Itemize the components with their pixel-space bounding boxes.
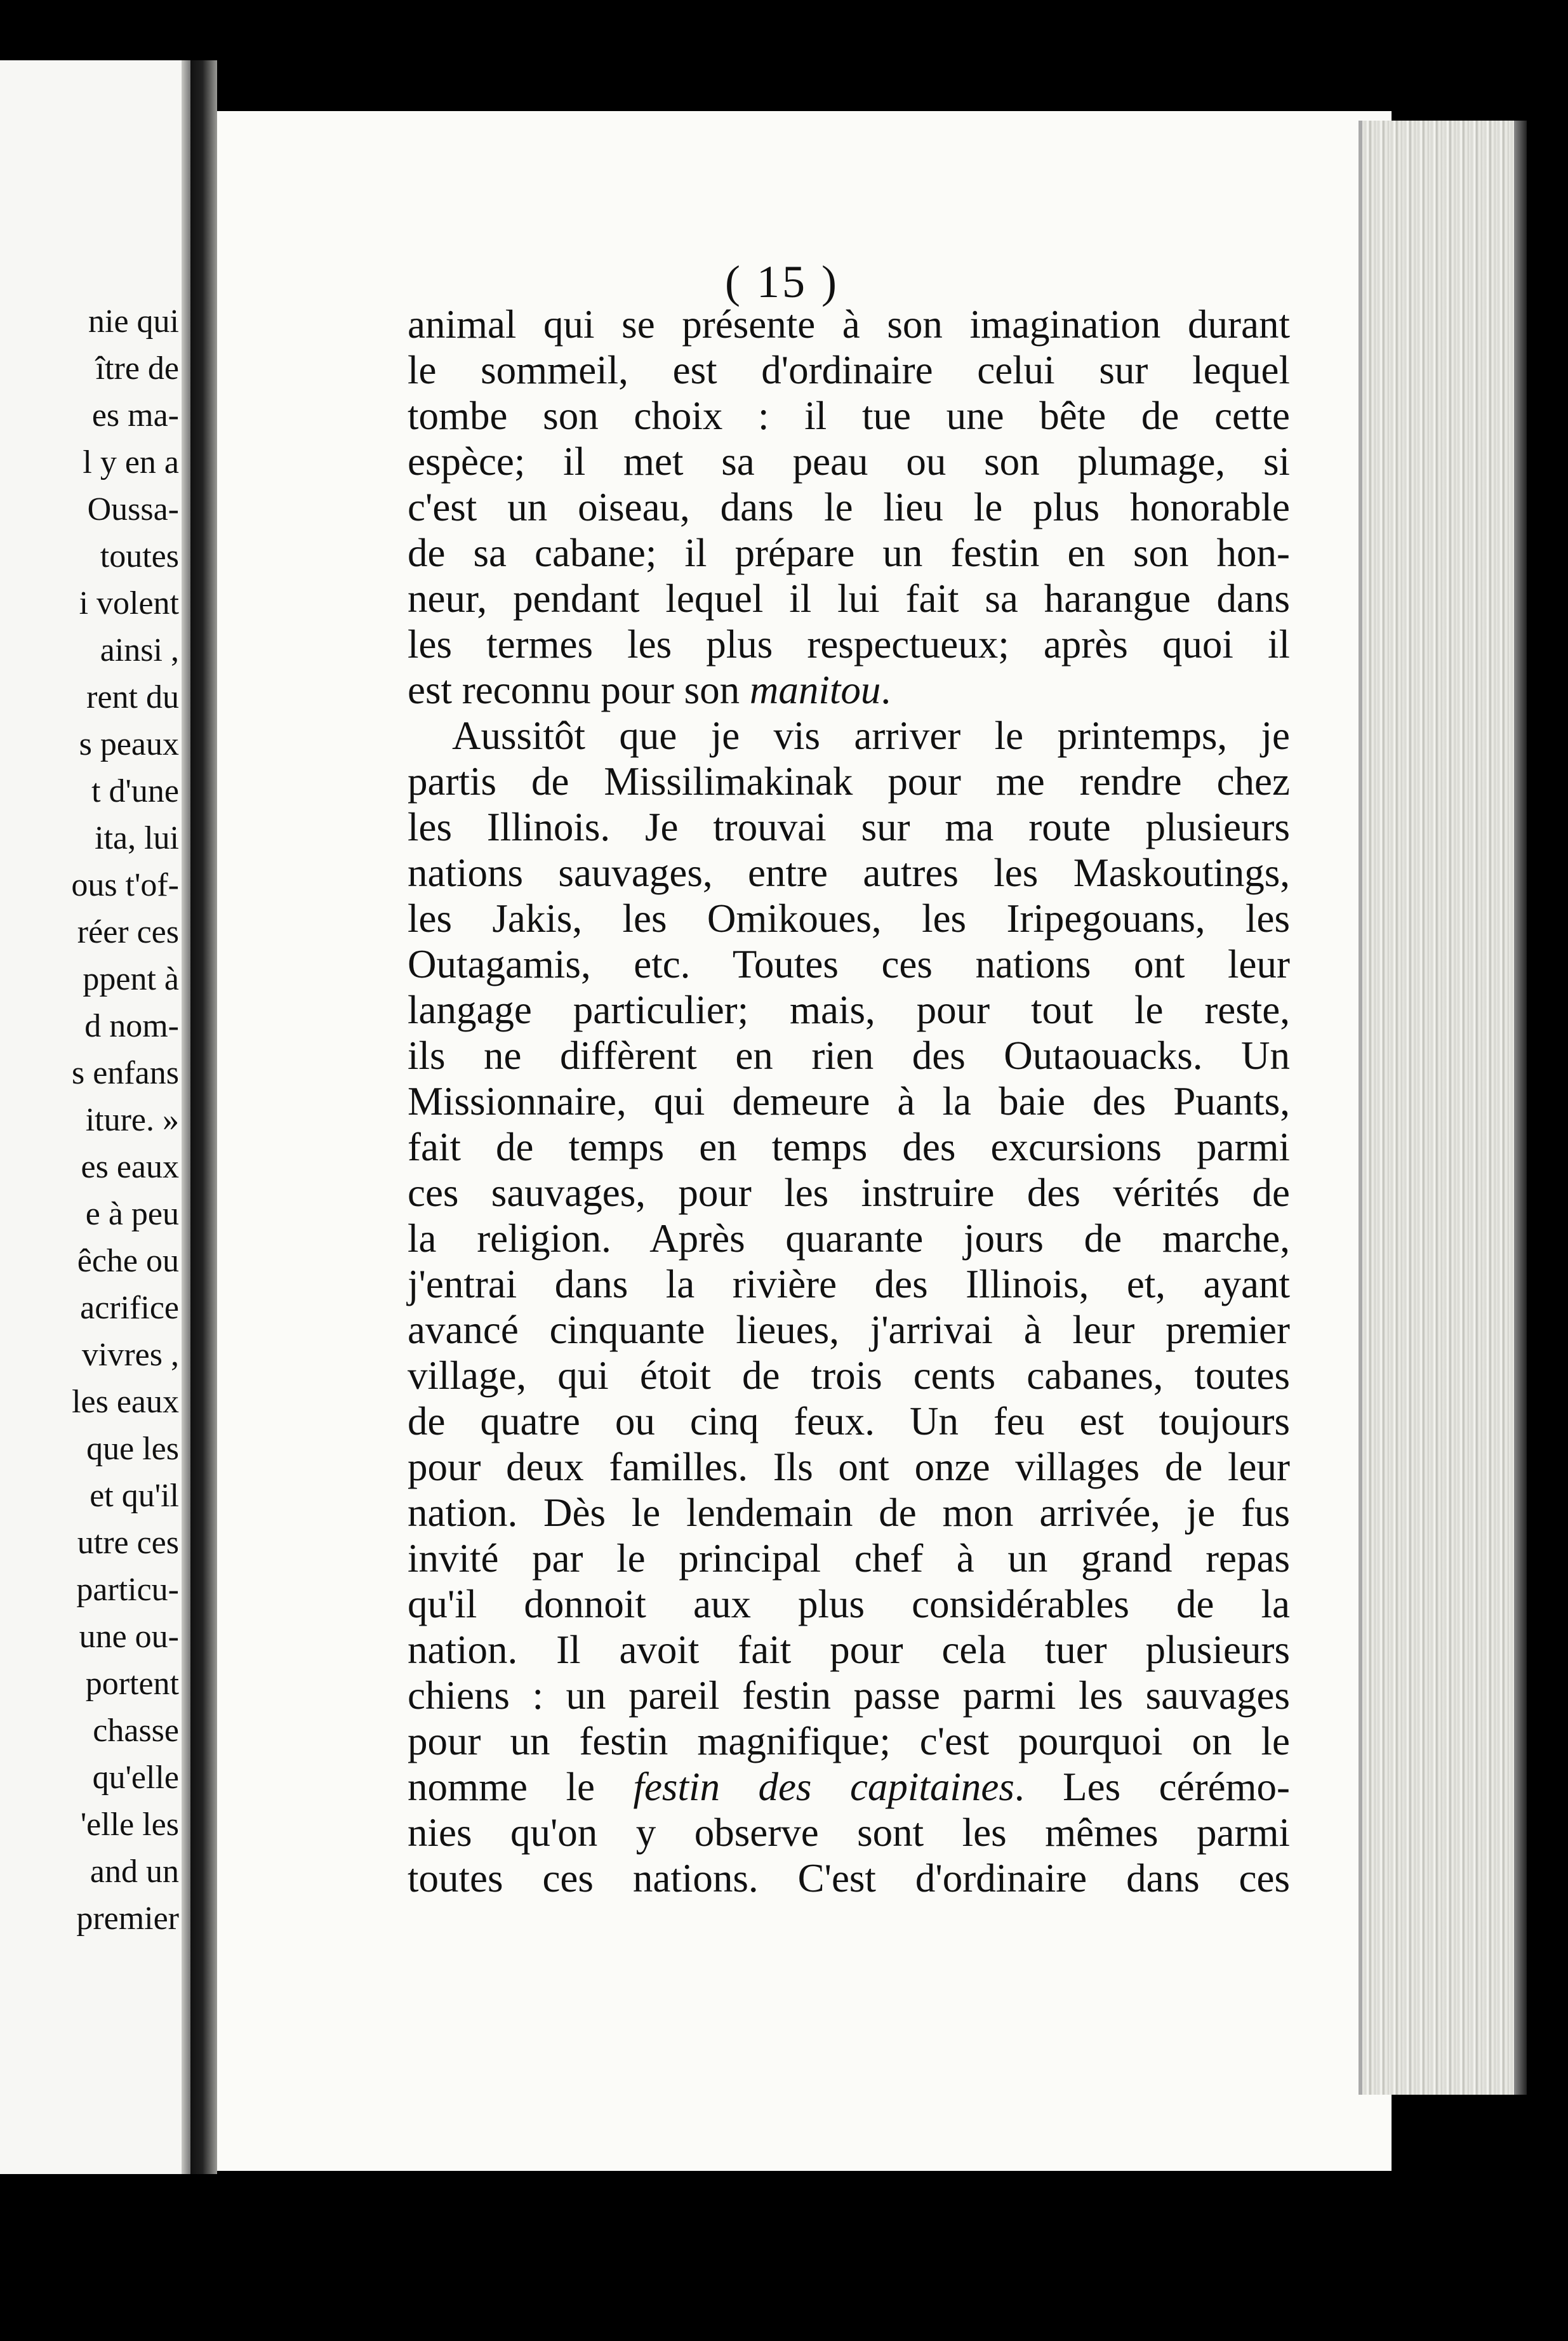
left-page-line: utre ces <box>77 1525 179 1561</box>
body-text <box>408 302 1290 1901</box>
left-page-line: qu'elle <box>92 1760 179 1796</box>
italic-text-segment: manitou <box>749 668 881 712</box>
left-page-shadow <box>182 60 190 2174</box>
text-segment: . <box>880 668 891 712</box>
text-line: ils ne diffèrent en rien des Outaouacks. Un <box>408 1033 1290 1078</box>
text-line: Outagamis, etc. Toutes ces nations ont leur <box>408 942 1290 986</box>
left-page-line: ître de <box>95 350 179 387</box>
text-line: neur, pendant lequel il lui fait sa harangue dans <box>408 576 1290 621</box>
left-page-line: premier <box>76 1900 179 1937</box>
left-page-line: ita, lui <box>95 820 179 856</box>
left-page-line: rent du <box>86 679 179 715</box>
text-line: fait de temps en temps des excursions parmi <box>408 1125 1290 1169</box>
text-line: chiens : un pareil festin passe parmi les sauvages <box>408 1673 1290 1718</box>
left-page-line: and un <box>90 1854 179 1890</box>
text-segment: . Les cérémo- <box>1014 1765 1291 1809</box>
book-fore-edge <box>1359 121 1521 2095</box>
text-line: langage particulier; mais, pour tout le reste, <box>408 988 1290 1032</box>
text-line: toutes ces nations. C'est d'ordinaire dans ces <box>408 1856 1290 1900</box>
left-page-line: ppent à <box>83 961 179 997</box>
left-page-line: e à peu <box>85 1196 179 1232</box>
text-line: les Illinois. Je trouvai sur ma route plusieurs <box>408 805 1290 849</box>
text-line: animal qui se présente à son imagination durant <box>408 302 1290 347</box>
page-number: ( 15 ) <box>725 256 839 307</box>
left-facing-page <box>0 60 190 2174</box>
text-line <box>408 667 1290 713</box>
text-line: partis de Missilimakinak pour me rendre chez <box>408 759 1290 804</box>
left-page-line: d nom- <box>84 1008 179 1044</box>
text-line: c'est un oiseau, dans le lieu le plus honorable <box>408 485 1290 529</box>
italic-text-segment: festin des capitaines <box>633 1765 1014 1809</box>
text-line: invité par le principal chef à un grand repas <box>408 1536 1290 1581</box>
text-line: nation. Dès le lendemain de mon arrivée, je fus <box>408 1490 1290 1535</box>
text-line: Missionnaire, qui demeure à la baie des Puants, <box>408 1079 1290 1124</box>
text-line <box>408 1764 1290 1810</box>
text-line: les termes les plus respectueux; après quoi il <box>408 622 1290 666</box>
left-page-text <box>0 298 179 1942</box>
left-page-line: t d'une <box>91 773 179 809</box>
left-page-line: chasse <box>93 1713 179 1749</box>
left-page-line: particu- <box>76 1572 179 1608</box>
text-line: de sa cabane; il prépare un festin en son hon- <box>408 531 1290 575</box>
text-line: pour deux familles. Ils ont onze villages de leur <box>408 1445 1290 1489</box>
left-page-line: 'elle les <box>80 1807 179 1843</box>
left-page-line: acrifice <box>80 1290 179 1326</box>
text-line: nation. Il avoit fait pour cela tuer plusieurs <box>408 1628 1290 1672</box>
text-line: avancé cinquante lieues, j'arrivai à leur premier <box>408 1308 1290 1352</box>
left-page-line: es ma- <box>91 397 179 434</box>
text-line: les Jakis, les Omikoues, les Iripegouans, les <box>408 896 1290 941</box>
text-line: le sommeil, est d'ordinaire celui sur lequel <box>408 348 1290 392</box>
left-page-line: ous t'of- <box>71 867 179 903</box>
text-line: nations sauvages, entre autres les Maskoutings, <box>408 851 1290 895</box>
left-page-line: ainsi , <box>100 632 179 668</box>
text-line: la religion. Après quarante jours de marche, <box>408 1216 1290 1261</box>
text-segment: nomme le <box>408 1765 634 1809</box>
left-page-line: toutes <box>100 538 179 574</box>
text-line: Aussitôt que je vis arriver le printemps, je <box>452 713 1290 758</box>
left-page-line: s enfans <box>72 1055 179 1091</box>
left-page-line: une ou- <box>79 1619 179 1655</box>
book-fore-edge-shadow <box>1514 121 1527 2095</box>
text-segment: est reconnu pour son <box>408 668 750 712</box>
text-line: de quatre ou cinq feux. Un feu est toujours <box>408 1399 1290 1443</box>
left-page-line: es eaux <box>81 1149 179 1185</box>
right-page <box>217 111 1392 2171</box>
text-line: ces sauvages, pour les instruire des vérités de <box>408 1170 1290 1215</box>
left-page-line: portent <box>85 1666 179 1702</box>
left-page-line: vivres , <box>81 1337 179 1373</box>
left-page-line: que les <box>86 1431 179 1467</box>
text-line: village, qui étoit de trois cents cabanes, toutes <box>408 1353 1290 1398</box>
text-line: j'entrai dans la rivière des Illinois, et, ayant <box>408 1262 1290 1306</box>
text-line: pour un festin magnifique; c'est pourquoi on le <box>408 1719 1290 1763</box>
left-page-line: iture. » <box>85 1102 179 1138</box>
left-page-line: êche ou <box>77 1243 179 1279</box>
book-gutter <box>190 60 217 2174</box>
text-line: nies qu'on y observe sont les mêmes parmi <box>408 1810 1290 1855</box>
left-page-line: et qu'il <box>90 1478 179 1514</box>
left-page-line: l y en a <box>83 444 179 481</box>
left-page-line: nie qui <box>88 303 179 340</box>
text-line: espèce; il met sa peau ou son plumage, si <box>408 439 1290 484</box>
left-page-line: s peaux <box>79 726 179 762</box>
left-page-line: Oussa- <box>87 491 179 527</box>
left-page-line: i volent <box>79 585 179 621</box>
left-page-line: les eaux <box>72 1384 179 1420</box>
text-line: qu'il donnoit aux plus considérables de la <box>408 1582 1290 1626</box>
text-line: tombe son choix : il tue une bête de cette <box>408 394 1290 438</box>
left-page-line: réer ces <box>77 914 179 950</box>
